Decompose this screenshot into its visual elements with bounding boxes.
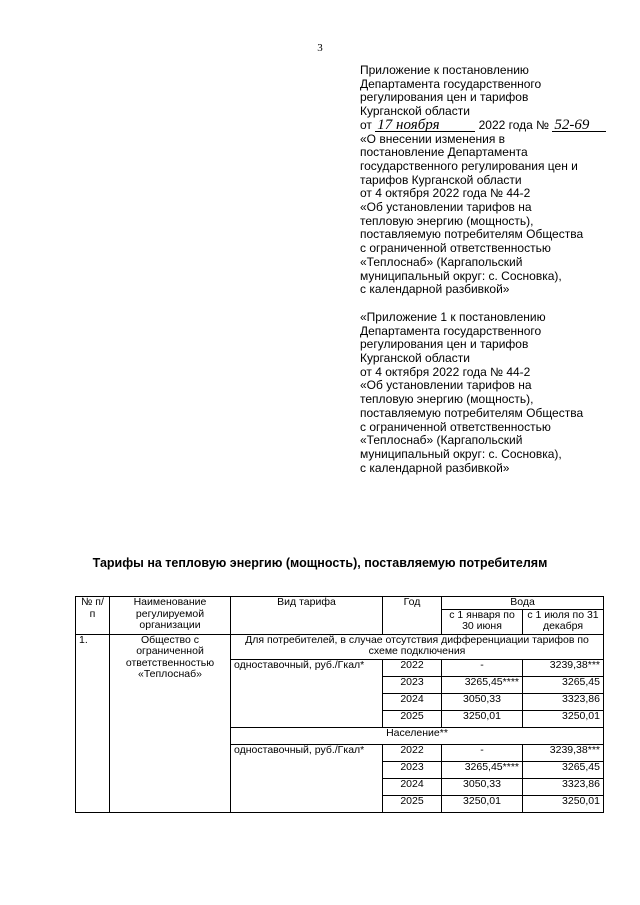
- value-cell: 3050,33: [442, 778, 523, 795]
- header-line: Курганской области: [360, 104, 470, 119]
- year-cell: 2023: [383, 761, 442, 778]
- header-line: с календарной разбивкой»: [360, 282, 510, 297]
- header-period-1: с 1 января по 30 июня: [442, 609, 523, 634]
- header-line: тепловую энергию (мощность),: [360, 392, 534, 407]
- header-line: поставляемую потребителям Общества: [360, 405, 584, 420]
- handwritten-date: 17 ноября: [375, 119, 475, 132]
- table-header-row: [76, 597, 604, 610]
- header-water: Вода: [442, 597, 604, 610]
- header-line: муниципальный округ: с. Сосновка),: [360, 446, 562, 461]
- value-cell: -: [442, 659, 523, 676]
- tariff-type: одноставочный, руб./Гкал*: [231, 744, 383, 812]
- header-line: тепловую энергию (мощность),: [360, 213, 534, 228]
- header-line: «Теплоснаб» (Каргапольский: [360, 254, 523, 269]
- header-line: с ограниченной ответственностью: [360, 241, 551, 256]
- header-line: «О внесении изменения в: [360, 131, 506, 146]
- header-line: «Об установлении тарифов на: [360, 200, 532, 215]
- appendix-header: [360, 64, 635, 475]
- year-cell: 2022: [383, 744, 442, 761]
- header-line: поставляемую потребителям Общества: [360, 227, 584, 242]
- header-line: от 4 октября 2022 года № 44-2: [360, 186, 531, 201]
- header-line: государственного регулирования цен и: [360, 158, 578, 173]
- value-cell: 3265,45****: [442, 676, 523, 693]
- header-line: «Об установлении тарифов на: [360, 378, 532, 393]
- year-cell: 2024: [383, 778, 442, 795]
- value-cell: 3323,86: [523, 778, 604, 795]
- header-num: № п/п: [76, 597, 110, 635]
- header-line: от 4 октября 2022 года № 44-2: [360, 364, 531, 379]
- year-cell: 2024: [383, 693, 442, 710]
- tariff-type: одноставочный, руб./Гкал*: [231, 659, 383, 727]
- value-cell: 3250,01: [442, 710, 523, 727]
- value-cell: 3250,01: [523, 710, 604, 727]
- page-number: 3: [317, 42, 323, 54]
- year-text: 2022 года №: [478, 117, 550, 132]
- organization-name: Общество с ограниченной ответственностью «Теплоснаб»: [110, 634, 231, 812]
- header-line: Департамента государственного: [360, 76, 542, 91]
- value-cell: 3265,45: [523, 761, 604, 778]
- row-number: 1.: [76, 634, 110, 812]
- header-line: «Теплоснаб» (Каргапольский: [360, 433, 523, 448]
- value-cell: 3250,01: [442, 795, 523, 812]
- header-line: «Приложение 1 к постановлению: [360, 309, 546, 324]
- header-line: с ограниченной ответственностью: [360, 419, 551, 434]
- value-cell: 3323,86: [523, 693, 604, 710]
- year-cell: 2023: [383, 676, 442, 693]
- header-line: регулирования цен и тарифов: [360, 90, 529, 105]
- value-cell: 3239,38***: [523, 744, 604, 761]
- value-cell: -: [442, 744, 523, 761]
- header-line: тарифов Курганской области: [360, 172, 522, 187]
- header-line: Приложение к постановлению: [360, 63, 529, 77]
- header-line: регулирования цен и тарифов: [360, 337, 529, 352]
- section-row: [76, 634, 604, 659]
- section-general-consumers: Для потребителей, в случае отсутствия дифференциации тарифов по схеме подключения: [231, 634, 604, 659]
- tariff-table: [75, 596, 604, 813]
- header-line: с календарной разбивкой»: [360, 460, 510, 475]
- value-cell: 3265,45: [523, 676, 604, 693]
- header-year: Год: [383, 597, 442, 635]
- header-line: Департамента государственного: [360, 323, 542, 338]
- year-cell: 2022: [383, 659, 442, 676]
- decree-date-line: [360, 116, 635, 133]
- value-cell: 3250,01: [523, 795, 604, 812]
- value-cell: 3265,45****: [442, 761, 523, 778]
- from-prefix: от: [360, 117, 372, 132]
- year-cell: 2025: [383, 795, 442, 812]
- header-line: муниципальный округ: с. Сосновка),: [360, 268, 562, 283]
- section-population: Население**: [231, 727, 604, 744]
- year-cell: 2025: [383, 710, 442, 727]
- header-tariff-type: Вид тарифа: [231, 597, 383, 635]
- header-line: постановление Департамента: [360, 145, 528, 160]
- handwritten-number: 52-69: [552, 119, 606, 132]
- header-org: Наименование регулируемой организации: [110, 597, 231, 635]
- header-line: Курганской области: [360, 351, 470, 366]
- value-cell: 3050,33: [442, 693, 523, 710]
- document-title: Тарифы на тепловую энергию (мощность), поставляемую потребителям: [92, 556, 548, 570]
- header-period-2: с 1 июля по 31 декабря: [523, 609, 604, 634]
- value-cell: 3239,38***: [523, 659, 604, 676]
